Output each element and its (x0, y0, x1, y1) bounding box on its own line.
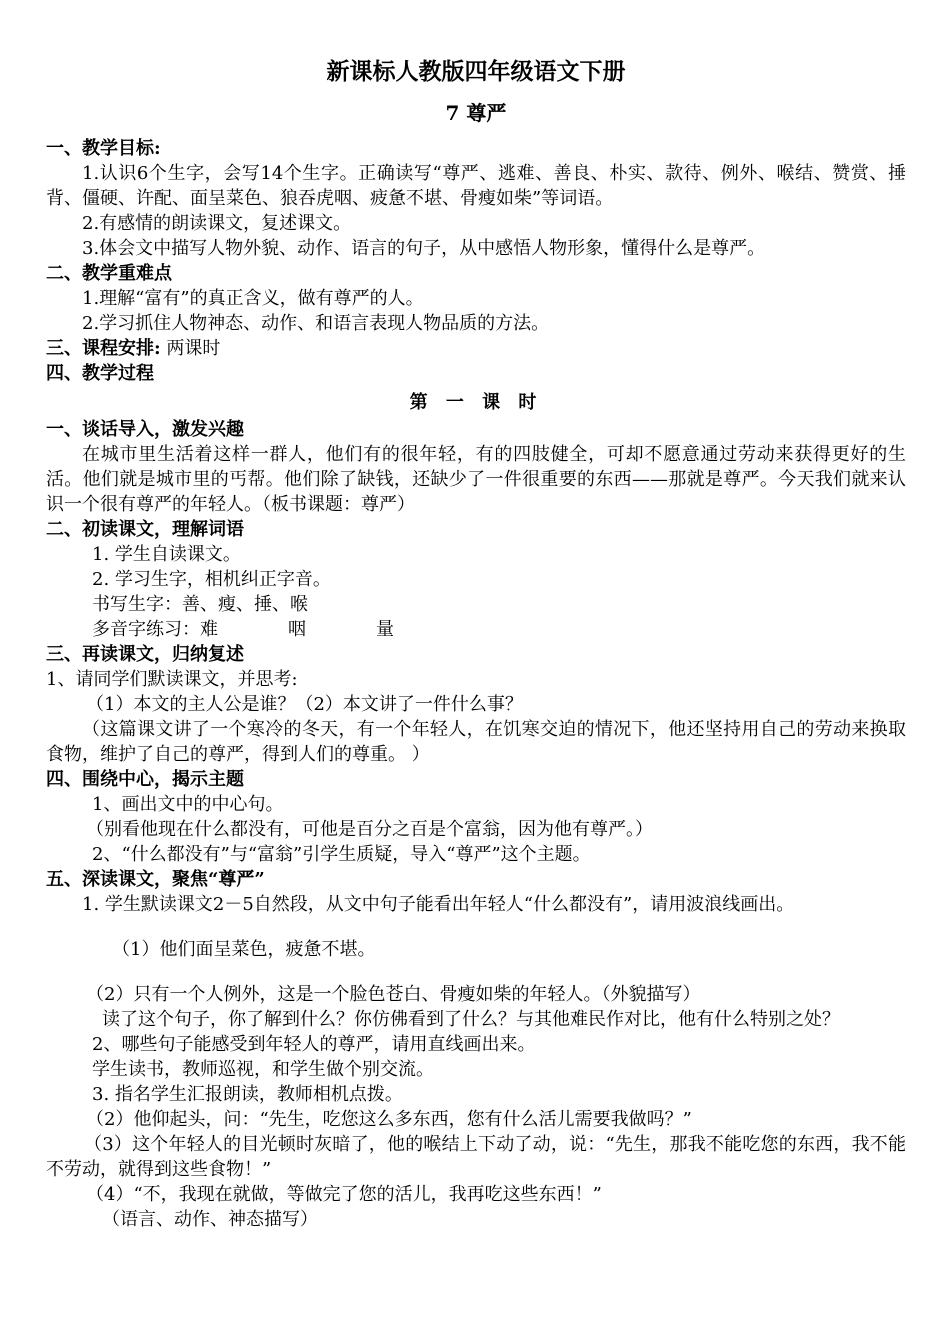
step-4-line-1: 1、画出文中的中心句。 (92, 794, 284, 815)
lesson-title: 7 尊严 (445, 101, 507, 125)
goal-item-1: 1.认识6个生字，会写14个生字。正确读写“尊严、逃难、善良、朴实、款待、例外、喉结、赞赏、捶背、僵硬、许配、面呈菜色、狼吞虎咽、疲惫不堪、骨瘦如柴”等词语。 (46, 163, 906, 209)
section-teaching-goals-heading: 一、教学目标: (46, 138, 161, 159)
step-3-line-2: （1）本文的主人公是谁？（2）本文讲了一件什么事？ (86, 694, 523, 715)
schedule-heading: 三、课程安排: (46, 338, 161, 359)
step-4-line-3: 2、“什么都没有”与“富翁”引学生质疑，导入“尊严”这个主题。 (92, 844, 591, 865)
polyphone-char-2: 咽 (288, 619, 306, 640)
document-title: 新课标人教版四年级语文下册 (326, 58, 626, 85)
step-5-line-3: （2）只有一个人例外，这是一个脸色苍白、骨瘦如柴的年轻人。（外貌描写） (86, 984, 701, 1005)
polyphone-practice (46, 617, 906, 642)
section-process-heading: 四、教学过程 (46, 363, 154, 384)
goal-item-3: 3.体会文中描写人物外貌、动作、语言的句子，从中感悟人物形象，懂得什么是尊严。 (82, 238, 766, 259)
step-2-item-1: 1. 学生自读课文。 (92, 544, 241, 565)
step-5-line-1: 1. 学生默读课文2－5自然段，从文中句子能看出年轻人“什么都没有”，请用波浪线画出。 (82, 894, 795, 915)
section-schedule (46, 336, 906, 361)
goal-item-2: 2.有感情的朗读课文，复述课文。 (82, 213, 352, 234)
key-point-2: 2.学习抓住人物神态、动作、和语言表现人物品质的方法。 (82, 313, 550, 334)
period-heading: 第 一 课 时 (409, 392, 543, 413)
step-4-heading: 四、围绕中心，揭示主题 (46, 769, 244, 790)
step-2-heading: 二、初读课文，理解词语 (46, 519, 244, 540)
step-3-line-1: 1、请同学们默读课文，并思考: (46, 669, 298, 690)
step-4-line-2: （别看他现在什么都没有，可他是百分之百是个富翁，因为他有尊严。） (86, 819, 653, 840)
step-3-line-3: （这篇课文讲了一个寒冷的冬天，有一个年轻人，在饥寒交迫的情况下，他还坚持用自己的劳动来换取食物，维护了自己的尊严，得到人们的尊重。 ） (46, 719, 906, 765)
step-5-line-5: 2、哪些句子能感受到年轻人的尊严，请用直线画出来。 (92, 1034, 536, 1055)
key-point-1: 1.理解“富有”的真正含义，做有尊严的人。 (82, 288, 424, 309)
step-1-text: 在城市里生活着这样一群人，他们有的很年轻，有的四肢健全，可却不愿意通过劳动来获得更好的生活。他们就是城市里的丐帮。他们除了缺钱，还缺少了一件很重要的东西——那就是尊严。今天我们就来认识一个很有尊严的年轻人。（板书课题：尊严） (46, 444, 906, 515)
polyphone-char-3: 量 (376, 619, 394, 640)
step-5-line-9: （3）这个年轻人的目光顿时灰暗了，他的喉结上下动了动，说：“先生，那我不能吃您的东西，我不能不劳动，就得到这些食物！” (46, 1134, 906, 1180)
step-5-line-6: 学生读书，教师巡视，和学生做个别交流。 (92, 1059, 434, 1080)
step-2-item-3: 书写生字：善、瘦、捶、喉 (92, 594, 308, 615)
step-5-line-11: （语言、动作、神态描写） (102, 1209, 318, 1230)
step-5-line-8: （2）他仰起头，问：“先生，吃您这么多东西，您有什么活儿需要我做吗？” (86, 1109, 692, 1130)
step-5-line-4: 读了这个句子，你了解到什么？你仿佛看到了什么？与其他难民作对比，他有什么特别之处？ (102, 1009, 840, 1030)
step-5-line-2: （1）他们面呈菜色，疲惫不堪。 (112, 939, 376, 960)
schedule-value: 两课时 (160, 338, 221, 359)
step-5-line-10: （4）“不，我现在就做，等做完了您的活儿，我再吃这些东西！” (86, 1184, 602, 1205)
step-5-line-7: 3. 指名学生汇报朗读，教师相机点拨。 (92, 1084, 403, 1105)
step-2-item-2: 2. 学习生字，相机纠正字音。 (92, 569, 331, 590)
step-1-heading: 一、谈话导入，激发兴趣 (46, 419, 244, 440)
step-5-heading: 五、深读课文，聚焦“尊严” (46, 869, 265, 890)
section-key-points-heading: 二、教学重难点 (46, 263, 172, 284)
step-3-heading: 三、再读课文，归纳复述 (46, 644, 244, 665)
polyphone-label: 多音字练习：难 (92, 619, 218, 640)
